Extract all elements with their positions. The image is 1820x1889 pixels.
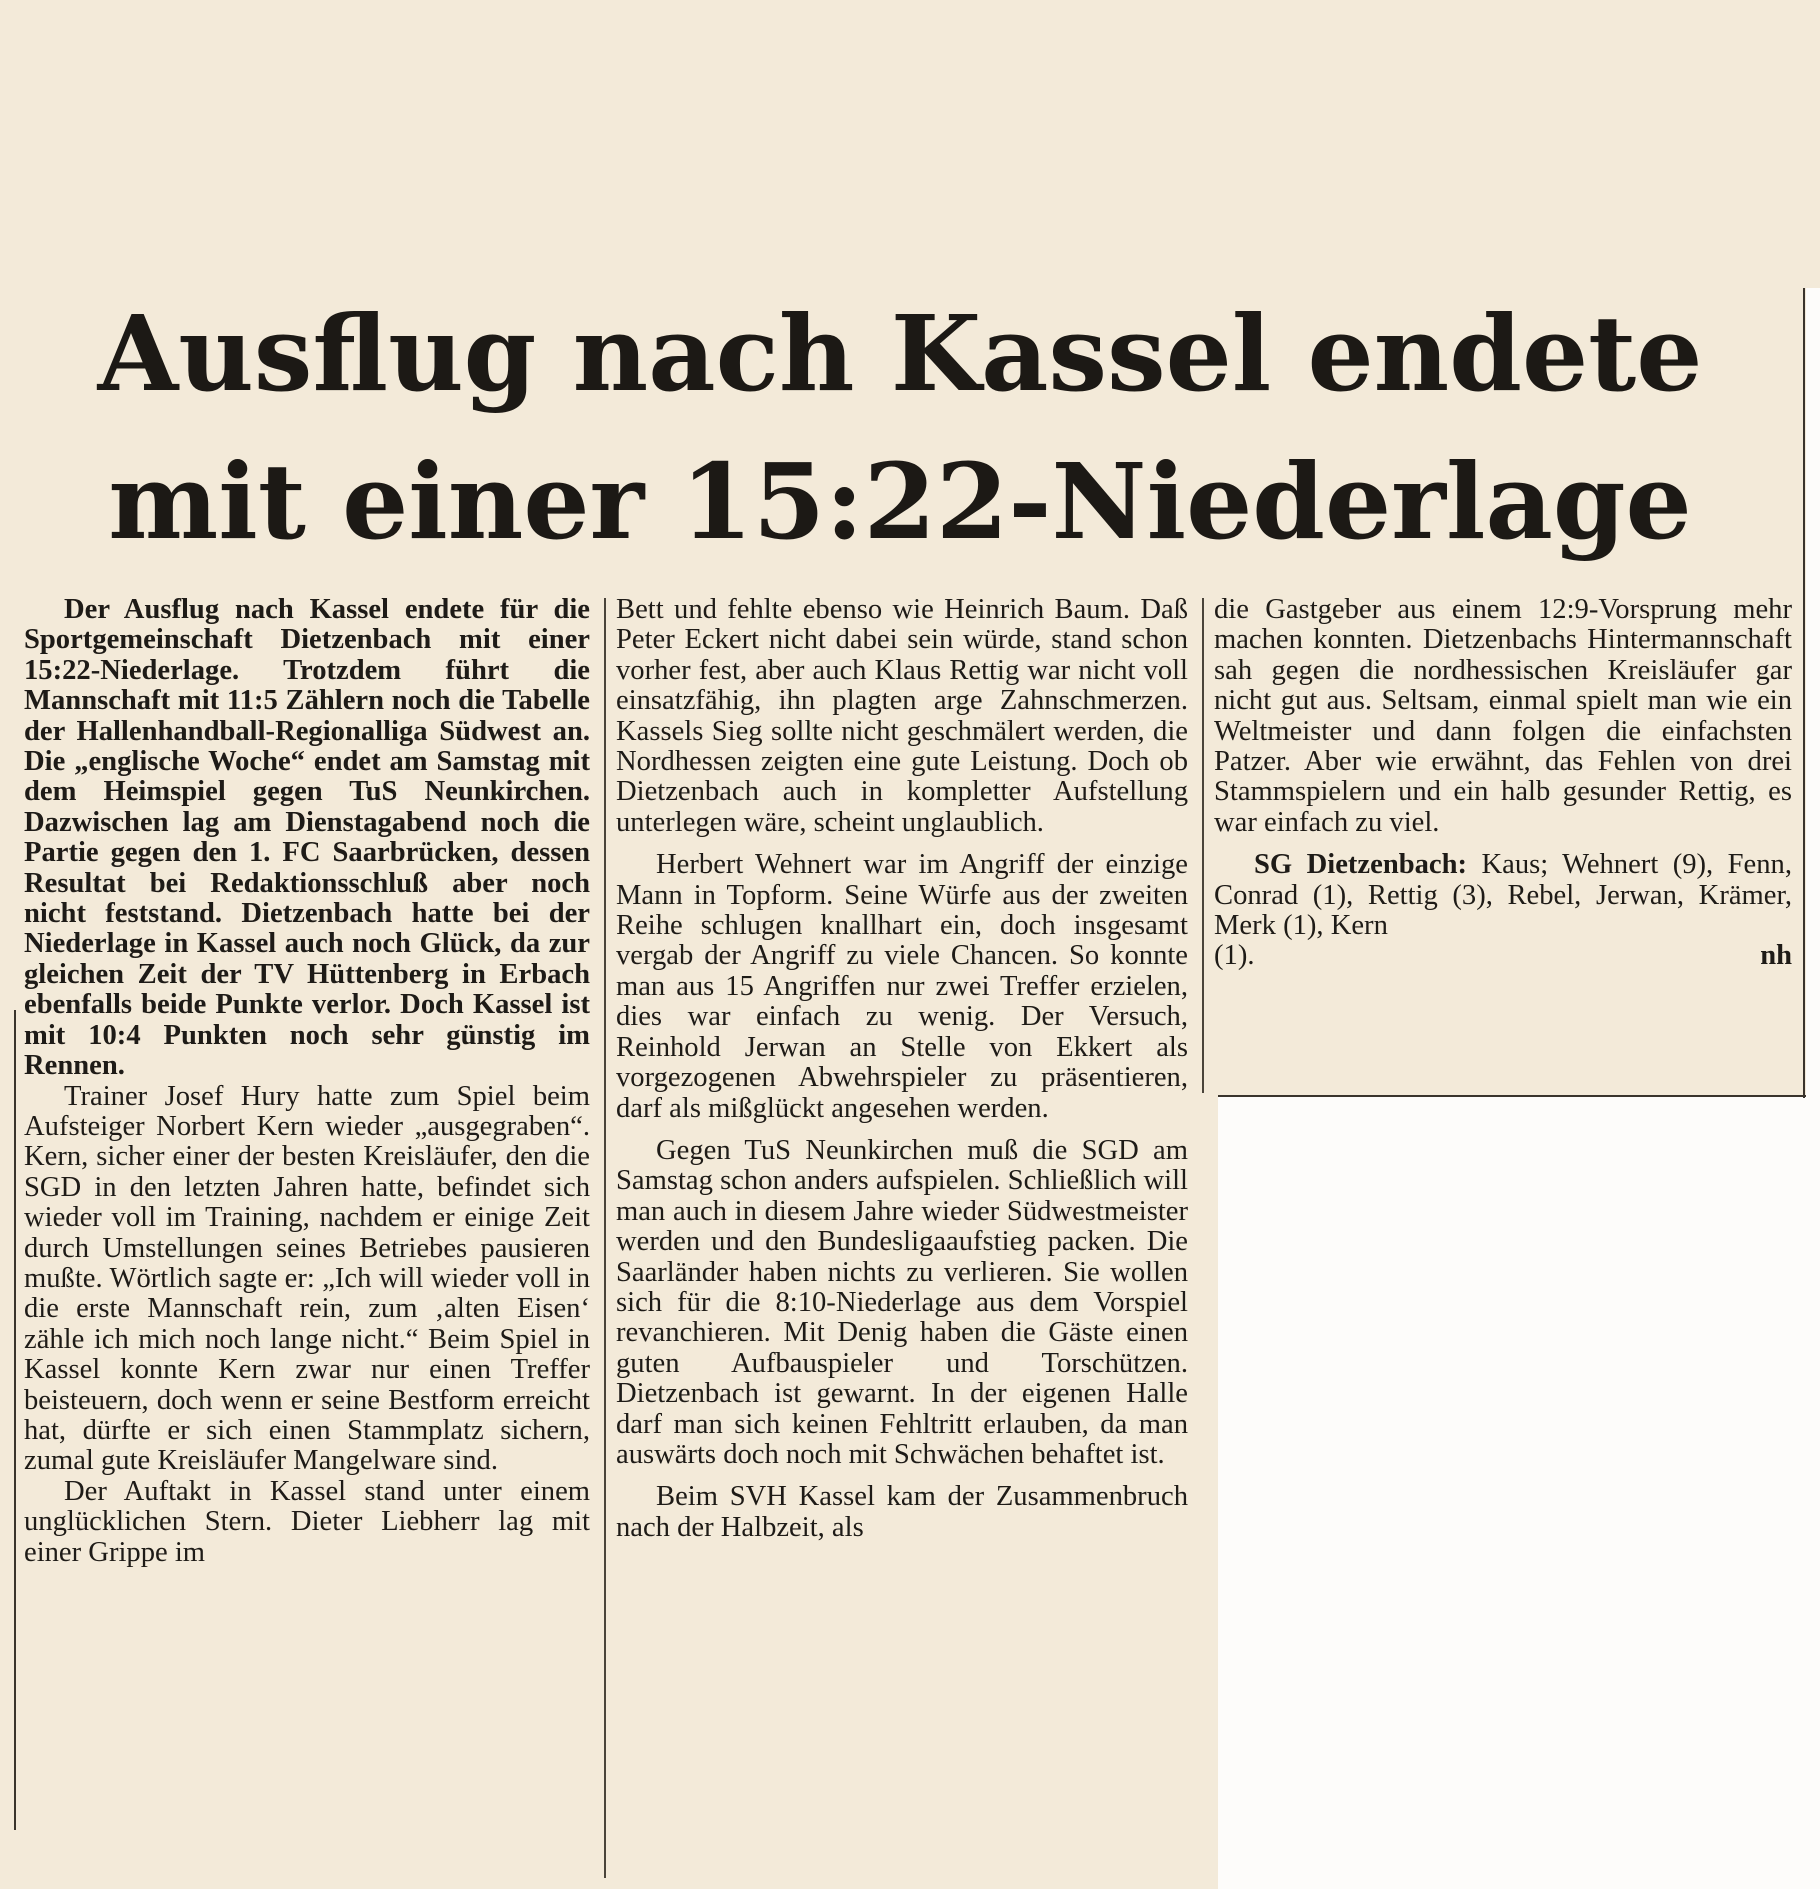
paragraph: Trainer Josef Hury hatte zum Spiel beim Aufsteiger Norbert Kern wieder „ausgegraben“. Kern, sicher einer der besten Kreisläufer, den die SGD in den letzten Jahren hatte, befindet sich wieder voll im Training, nachdem er einige Zeit durch Umstellungen seines Betriebes pausieren mußte. Wörtlich sagte er: „Ich will wieder voll in die erste Mannschaft rein, zum ‚alten Eisen‘ zähle ich mich noch lange nicht.“ Beim Spiel in Kassel konnte Kern zwar nur einen Treffer beisteuern, doch wenn er seine Bestform erreicht hat, dürfte er sich einen Stammplatz sichern, zumal gute Kreisläufer Mangelware sind. xyxy=(24,1080,590,1477)
player-list: Kaus; Wehnert (9), Fenn, Conrad (1), Rettig (3), Rebel, Jerwan, Krämer, Merk (1), Kern xyxy=(1214,849,1792,942)
team-name: SG Dietzenbach: xyxy=(1254,849,1468,881)
column-1 xyxy=(24,595,590,1568)
paragraph: Bett und fehlte ebenso wie Heinrich Baum. Daß Peter Eckert nicht dabei sein würde, stand schon vorher fest, aber auch Klaus Rettig war nicht voll einsatzfähig, ihn plagten arge Zahnschmerzen. Kassels Sieg sollte nicht geschmälert werden, die Nordhessen zeigten eine gute Leistung. Doch ob Dietzenbach auch in kompletter Aufstellung unterlegen wäre, scheint unglaublich. xyxy=(616,594,1188,838)
headline-line-2: mit einer 15:22-Niederlage xyxy=(108,440,1692,563)
clipping-edge-left xyxy=(14,1010,16,1830)
page-background xyxy=(1218,1097,1820,1889)
paragraph: Gegen TuS Neunkirchen muß die SGD am Samstag schon anders aufspielen. Schließlich will man auch in diesem Jahre wieder Südwestmeister werden und den Bundesligaaufstieg packen. Die Saarländer haben nichts zu verlieren. Sie wollen sich für die 8:10-Niederlage aus dem Vorspiel revanchieren. Mit Denig haben die Gäste einen guten Aufbauspieler und Torschützen. Dietzenbach ist gewarnt. In der eigenen Halle darf man sich keinen Fehltritt erlauben, da man auswärts doch noch mit Schwächen behaftet ist. xyxy=(616,1134,1188,1470)
column-divider xyxy=(604,598,606,1878)
column-3 xyxy=(1214,595,1792,972)
page-background-right xyxy=(1806,288,1820,1098)
paragraph: Herbert Wehnert war im Angriff der einzige Mann in Topform. Seine Würfe aus der zweiten Reihe schlugen knallhart ein, doch insgesamt vergab der Angriff zu viele Chancen. So konnte man aus 15 Angriffen nur zwei Treffer erzielen, dies war einfach zu wenig. Der Versuch, Reinhold Jerwan an Stelle von Ekkert als vorgezogenen Abwehrspieler zu präsentieren, darf als mißglückt angesehen werden. xyxy=(616,849,1188,1124)
clipping-edge-step xyxy=(1218,1095,1806,1097)
paragraph: Der Auftakt in Kassel stand unter einem unglücklichen Stern. Dieter Liebherr lag mit einer Grippe im xyxy=(24,1475,590,1568)
author-initials: nh xyxy=(1760,940,1792,972)
lineup-end xyxy=(1214,941,1792,971)
paragraph: die Gastgeber aus einem 12:9-Vorsprung mehr machen konnten. Dietzenbachs Hintermannschaft sah gegen die nordhessischen Kreisläufer gar nicht gut aus. Seltsam, einmal spielt man wie ein Weltmeister und dann folgen die einfachsten Patzer. Aber wie erwähnt, das Fehlen von drei Stammspielern und ein halb gesunder Rettig, es war einfach zu viel. xyxy=(1214,594,1792,838)
column-2 xyxy=(616,595,1188,1543)
clipping-edge-right xyxy=(1803,288,1805,1098)
headline: Ausflug nach Kassel endete xyxy=(97,292,1703,415)
lead-paragraph: Der Ausflug nach Kassel endete für die Sportgemeinschaft Dietzenbach mit einer 15:22-Niederlage. Trotzdem führt die Mannschaft mit 11:5 Zählern noch die Tabelle der Hallenhandball-Regionalliga Südwest an. Die „englische Woche“ endet am Samstag mit dem Heimspiel gegen TuS Neunkirchen. Dazwischen lag am Dienstagabend noch die Partie gegen den 1. FC Saarbrücken, dessen Resultat bei Redaktionsschluß aber noch nicht feststand. Dietzenbach hatte bei der Niederlage in Kassel auch noch Glück, da zur gleichen Zeit der TV Hüttenberg in Erbach ebenfalls beide Punkte verlor. Doch Kassel ist mit 10:4 Punkten noch sehr günstig im Rennen. xyxy=(24,594,590,1082)
team-lineup xyxy=(1214,850,1792,941)
column-divider xyxy=(1202,598,1204,1093)
player-list-end: (1). xyxy=(1214,940,1255,972)
paragraph: Beim SVH Kassel kam der Zusammenbruch nach der Halbzeit, als xyxy=(616,1481,1188,1543)
